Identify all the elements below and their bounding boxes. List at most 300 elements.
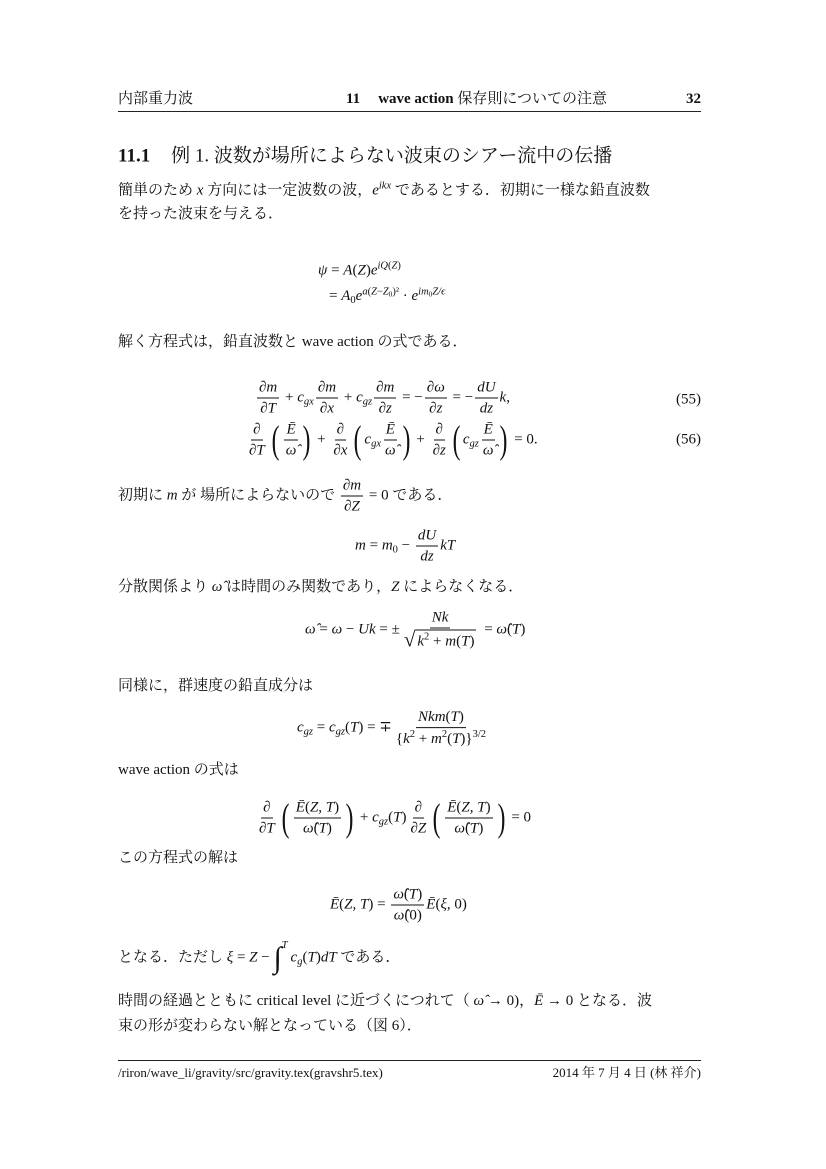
text-run: ) [458,709,464,726]
math-variable: Nkm [418,709,446,726]
math-variable: Z [391,260,398,272]
right-paren: ) [345,796,354,840]
math-variable: Z [357,262,366,279]
numerator [475,379,497,399]
equation-omega [305,609,525,652]
text-run: 2 [424,631,430,643]
subscript [304,727,313,738]
group-body [282,421,301,460]
text-run: ( [507,621,512,638]
math-variable: ω̂ [305,621,316,638]
math-variable: ω̂ [302,820,314,837]
math-variable: dU [417,527,437,544]
denominator [284,441,299,460]
text-run: + [281,389,298,406]
fraction [284,421,299,460]
denominator [431,441,448,460]
text-run: ( [387,260,392,272]
parenthesized-group [351,418,412,462]
left-paren: ( [354,418,362,462]
equation-55 [255,379,510,418]
denominator [331,441,349,460]
math-variable: Z/ϵ [432,286,446,298]
equation-psi-line-1 [318,261,401,280]
text-run: ) [417,886,423,903]
parenthesized-group [269,418,314,462]
math-variable: m [355,537,366,554]
fraction [257,379,279,418]
text-run: ∂ [333,442,341,459]
math-variable: Z [371,286,377,298]
superscript [377,261,400,272]
text-run: → 0 となる．波 [543,993,653,1009]
denominator [392,906,424,925]
running-header-section [346,90,607,108]
math-variable: T [267,400,277,417]
math-variable: kT [440,537,456,554]
text-run: · [399,288,412,305]
math-variable: gz [362,396,373,408]
equation-56 [245,418,538,462]
text-run: + [356,809,373,826]
math-variable: T [266,820,275,837]
math-variable: T [470,820,479,837]
text-run: )² [392,286,399,298]
math-variable: gz [469,438,479,450]
paragraph-8 [118,940,400,976]
text-run: ∂ [253,421,261,438]
math-variable: x [327,400,334,417]
text-run: → 0)， [484,993,535,1009]
denominator [402,629,479,652]
text-run: ) [485,799,491,816]
right-paren: ) [302,418,311,462]
text-run: 0 [392,544,398,556]
math-variable: ψ [318,262,328,279]
math-variable: dT [320,949,337,966]
math-variable: e [370,262,378,279]
equation-psi-line-2 [329,286,445,308]
paragraph-9-line-2 [118,1017,422,1035]
math-variable: T [307,949,316,966]
radical-sign: √ [403,627,416,652]
text-run: ) = ∓ [358,719,392,736]
text-run: である． [336,949,401,966]
numerator [434,421,445,441]
text-run: ∂ [259,379,267,396]
text-run: ∂ [336,421,345,438]
text-run: ∂ [376,379,384,396]
denominator [408,819,428,838]
math-variable: c [356,389,363,406]
numerator [251,421,262,441]
equation-wave-action [255,796,532,840]
math-variable: e [355,288,363,305]
text-run: ) [326,820,332,837]
denominator [478,399,495,418]
math-variable: gz [378,816,389,828]
math-variable: ω̂ [482,442,494,459]
math-variable: k [417,633,425,650]
numerator [374,379,396,399]
text-run: (0) [404,907,422,924]
text-run: ∂ [263,799,271,816]
radicand [415,630,476,651]
text-run: ( [445,709,451,726]
text-run: + [340,389,357,406]
math-variable: Z [382,286,389,298]
numerator [413,799,424,819]
math-variable: iQ [377,260,388,272]
math-variable: m [266,379,278,396]
text-run: ∂ [432,442,440,459]
section-title-ja: 保存則についての注意 [453,91,608,107]
fraction [341,477,363,516]
text-run: 分散関係より [118,579,212,595]
math-variable: Ē [295,799,305,816]
text-run: − [397,537,414,554]
denominator [377,399,394,418]
group-body [463,421,498,460]
math-variable: Nk [431,609,449,626]
math-variable: ω̂ [454,820,466,837]
numerator [261,799,272,819]
math-variable: c [364,431,372,448]
text-run: ∂ [317,379,326,396]
math-variable: m [325,379,337,396]
fraction [475,379,497,418]
numerator [482,421,495,441]
math-variable: e [411,288,419,305]
integral [273,939,290,975]
left-paren: ( [281,796,290,840]
section-title-en: wave action [378,91,454,107]
fraction [481,421,496,460]
math-variable: T [408,886,418,903]
text-run: ∂ [435,421,443,438]
text-run: ∂ [260,400,268,417]
math-variable: Ē [286,421,296,438]
math-variable: T [461,633,470,650]
text-run: ) [397,260,401,272]
math-variable: c [328,719,336,736]
paragraph-7 [118,849,238,867]
text-run: = [233,949,250,966]
text-run: ( [352,262,358,279]
paragraph-5 [118,677,313,695]
footer-path: /riron/wave_li/gravity/src/gravity.tex(gravshr5.tex) [118,1065,383,1081]
text-run: ) [520,621,526,638]
text-run: = [329,288,342,305]
text-run: 束の形が変わらない解となっている（図 6）． [118,1018,422,1034]
subscript [371,439,381,450]
text-run: 初期に [118,487,167,504]
text-run: = 0. [510,431,538,448]
text-run: = [480,621,497,638]
text-run: ∂ [429,400,437,417]
fraction [394,708,488,748]
subscript [304,397,314,408]
text-run: ( [388,809,394,826]
group-body [443,799,494,838]
math-variable: ξ [440,896,447,913]
fraction [294,799,341,838]
integral-upper-limit: T [281,939,288,951]
group-body [292,799,343,838]
math-variable: ω [331,621,343,638]
math-variable: T [512,621,521,638]
math-variable: Z [249,949,258,966]
superscript [379,181,391,192]
text-run: ∂ [249,442,257,459]
math-variable: ω̂ [496,621,507,638]
math-variable: m [383,379,395,396]
math-variable: T [450,709,459,726]
text-run: ) = [368,896,390,913]
denominator [301,819,334,838]
paragraph-1-line-2 [118,205,283,223]
math-variable: Ē [426,896,436,913]
running-header-left: 内部重力波 [118,91,194,107]
equation-solution [330,886,467,925]
text-run: 2 [441,729,448,741]
numerator [335,421,346,441]
math-variable: T [256,442,265,459]
paragraph-6 [118,761,239,779]
text-run: ∂ [259,820,267,837]
text-run: 方向には一定波数の波， [203,182,373,199]
text-run: ) [478,820,484,837]
math-variable: m [381,537,393,554]
math-variable: dU [477,379,496,396]
text-run: であるとする．初期に一様な鉛直波数 [391,182,650,199]
denominator [418,547,435,566]
math-variable: m [445,633,457,650]
math-variable: c [372,809,379,826]
fraction [425,379,447,418]
fraction [416,527,438,566]
left-paren: ( [432,796,441,840]
math-variable: Uk [358,621,376,638]
text-run: ∂ [426,379,435,396]
math-variable: gx [371,438,382,450]
denominator [452,819,485,838]
subsection-heading [118,146,612,169]
text-run: ( [313,820,319,837]
text-run: )} [460,730,473,747]
subsection-title: 例 1. 波数が場所によらない波束のシアー流中の伝播 [171,145,613,167]
math-variable: ω̂ [385,442,396,459]
text-run: ( [339,896,345,913]
text-run: ( [456,633,462,650]
math-variable: c [297,389,304,406]
text-run: = [365,537,382,554]
fraction [247,421,267,460]
numerator [391,886,424,906]
numerator [384,421,397,441]
parenthesized-group [450,418,511,462]
equation-56-number: (56) [676,431,701,448]
superscript [473,729,486,740]
text-run: { [395,730,404,747]
fraction [383,421,398,460]
text-run: ( [456,799,462,816]
math-variable: ω̂ [285,442,297,459]
left-paren: ( [271,418,280,462]
math-variable: Z [351,498,360,515]
subscript [336,727,345,738]
math-variable: gz [303,726,314,738]
paragraph-9-line-1 [118,992,652,1010]
square-root [403,627,477,652]
math-variable: z [386,400,392,417]
text-run: によらなくなる． [399,579,524,595]
text-run: − [257,949,274,966]
text-run: = − [398,389,423,406]
right-paren: ) [500,418,508,462]
text-run: 0 [350,295,356,307]
numerator [316,379,338,399]
subsection-number: 11.1 [118,145,151,167]
math-variable: c [297,719,304,736]
math-variable: c [290,949,298,966]
math-variable: ω [434,379,445,396]
text-run: ∂ [414,799,423,816]
numerator [341,477,363,497]
text-run: = − [448,389,474,406]
numerator [257,379,279,399]
subscript [379,817,388,828]
text-run: ( [345,719,350,736]
math-variable: m [166,487,178,504]
text-run: を持った波束を与える． [118,206,284,222]
denominator [258,399,278,418]
equation-cgz [297,708,490,748]
fraction [402,609,479,652]
paragraph-3 [118,477,452,516]
parenthesized-group [279,796,356,840]
math-variable: ikx [378,180,392,192]
denominator [257,819,277,838]
text-run: − [342,621,359,638]
math-variable: ω̂ [393,886,404,903]
page-number: 32 [686,91,701,107]
text-run: ( [304,799,310,816]
fraction [391,886,424,925]
math-variable: m [350,477,362,494]
text-run: ) [365,262,371,279]
text-run: 2 [409,729,415,741]
footer-rule [118,1060,701,1061]
footer-date: 2014 年 7 月 4 日 (林 祥介) [552,1065,701,1081]
text-run: = 0 [507,809,532,826]
fraction [431,421,448,460]
text-run: 解く方程式は，鉛直波数と wave action の式である． [118,334,468,350]
math-variable: gx [303,396,314,408]
denominator [342,497,362,516]
math-variable: dz [420,548,434,565]
text-run: 3/2 [472,729,487,741]
math-variable: Ē [385,421,395,438]
math-variable: T [393,809,402,826]
numerator [430,609,451,629]
numerator [425,379,447,399]
text-run: + [415,730,431,747]
math-variable: ξ [226,949,234,966]
math-variable: k [403,730,410,747]
denominator [247,441,267,460]
text-run: ∂ [378,400,386,417]
math-variable: a [362,286,368,298]
text-run: + [412,431,429,448]
numerator [284,421,297,441]
text-run: = ± [375,621,400,638]
text-run: ( [367,286,372,298]
math-variable: x [340,442,348,459]
fraction [331,421,349,460]
numerator [416,527,438,547]
text-run: となる．ただし [118,949,227,966]
text-run: 0 [428,289,433,299]
math-variable: gz [335,726,345,738]
subscript [363,397,372,408]
text-run: ∂ [319,400,328,417]
text-run: ∂ [342,477,351,494]
text-run: = [327,262,344,279]
math-variable: Z, T [309,799,335,816]
text-run: = [313,719,329,736]
text-run: は時間のみ関数であり， [222,579,392,595]
superscript [418,286,445,297]
text-run: 0 [388,289,393,299]
math-variable: A [341,288,351,305]
text-run: この方程式の解は [118,850,239,866]
text-run: − [376,286,383,298]
equation-m [355,527,455,566]
math-variable: ω̂ [211,579,223,595]
text-run: , [506,389,510,406]
math-variable: m [430,730,442,747]
math-variable: Z [417,820,427,837]
text-run: ) [315,949,321,966]
numerator [294,799,341,819]
math-variable: x [196,182,204,199]
numerator [445,799,492,819]
math-variable: Ē [330,896,340,913]
text-run: が 場所によらないので [177,487,339,504]
superscript [362,286,399,297]
parenthesized-group [430,796,507,840]
math-variable: e [372,182,379,199]
math-variable: Z, T [344,896,369,913]
subscript [470,439,479,450]
paragraph-2 [118,333,468,351]
text-run: + [313,431,330,448]
denominator [318,399,336,418]
equation-55-number: (55) [676,391,701,408]
math-variable: Ē [447,799,457,816]
math-variable: T [452,730,461,747]
text-run: , 0) [446,896,467,913]
math-variable: dz [479,400,494,417]
text-run: + [429,633,446,650]
math-variable: Ē [483,421,493,438]
text-run: = 0 である． [365,487,453,504]
left-paren: ( [452,418,461,462]
math-variable: T [350,719,359,736]
right-paren: ) [497,796,505,840]
fraction [316,379,338,418]
